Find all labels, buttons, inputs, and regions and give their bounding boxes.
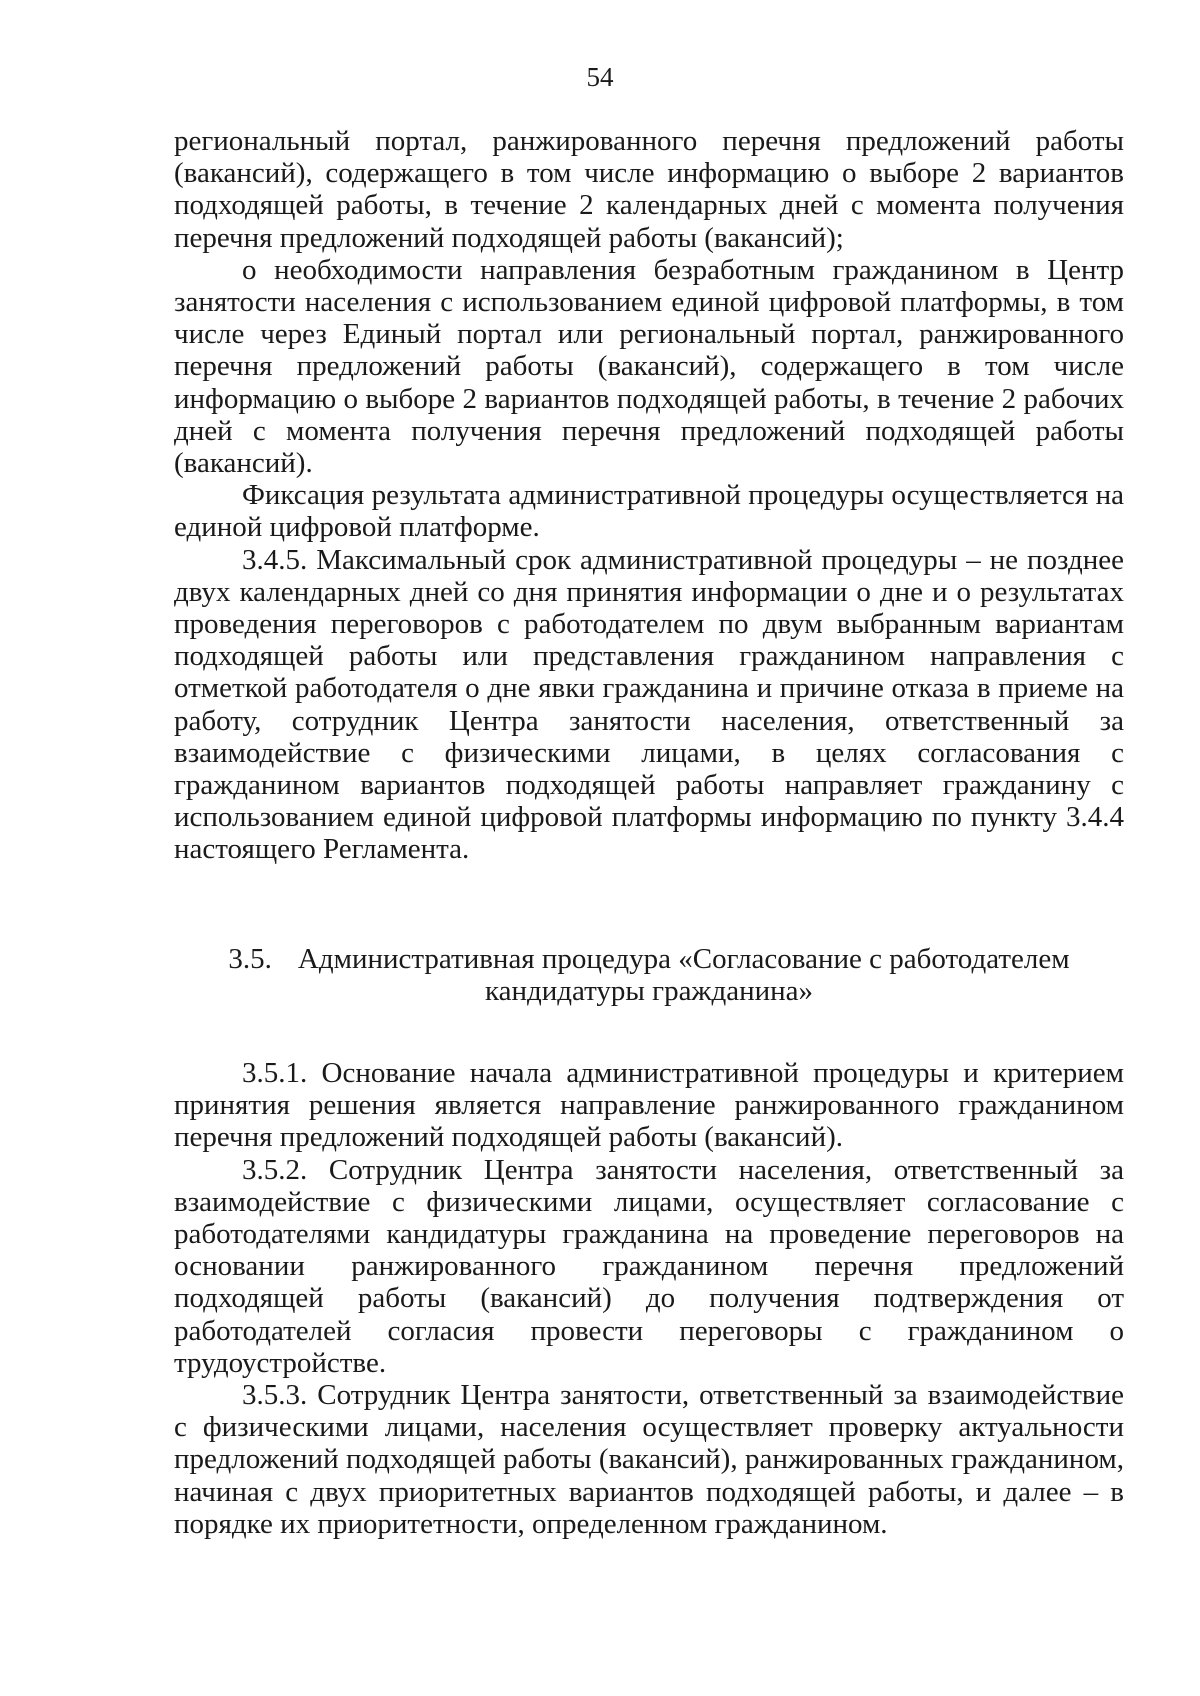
- paragraph-3-5-3: 3.5.3. Сотрудник Центра занятости, ответственный за взаимодействие с физическими лицами, населения осуществляет проверку актуальности предложений подходящей работы (вакансий), ранжированных гражданином, начиная с двух приоритетных вариантов подходящей работы, и далее – в порядке их приоритетности, определенном гражданином.: [174, 1379, 1124, 1540]
- paragraph-necessity-direction: о необходимости направления безработным гражданином в Центр занятости населения с использованием единой цифровой платформы, в том числе через Единый портал или региональный портал, ранжированного перечня предложений работы (вакансий), содержащего в том числе информацию о выборе 2 вариантов подходящей работы, в течение 2 рабочих дней с момента получения перечня предложений подходящей работы (вакансий).: [174, 253, 1124, 480]
- section-heading-line-1: [174, 943, 1124, 975]
- paragraph-3-5-1: 3.5.1. Основание начала административной процедуры и критерием принятия решения является направление ранжированного гражданином перечня предложений подходящей работы (вакансий).: [174, 1057, 1124, 1154]
- paragraph-3-5-2: 3.5.2. Сотрудник Центра занятости населения, ответственный за взаимодействие с физическими лицами, осуществляет согласование с работодателями кандидатуры гражданина на проведение переговоров на основании ранжированного гражданином перечня предложений подходящей работы (вакансий) до получения подтверждения от работодателей согласия провести переговоры с гражданином о трудоустройстве.: [174, 1153, 1124, 1379]
- paragraph-result-fixation: Фиксация результата административной процедуры осуществляется на единой цифровой платформе.: [174, 479, 1124, 544]
- body-text-top: [174, 125, 1124, 866]
- section-title-part-1: Административная процедура «Согласование с работодателем: [297, 943, 1070, 975]
- paragraph-3-4-5: 3.4.5. Максимальный срок административной процедуры – не позднее двух календарных дней со дня принятия информации о дне и о результатах проведения переговоров с работодателем по двум выбранным вариантам подходящей работы или представления гражданином направления с отметкой работодателя о дне явки гражданина и причине отказа в приеме на работу, сотрудник Центра занятости населения, ответственный за взаимодействие с физическими лицами, в целях согласования с гражданином вариантов подходящей работы направляет гражданину с использованием единой цифровой платформы информацию по пункту 3.4.4 настоящего Регламента.: [174, 543, 1124, 866]
- section-number: 3.5.: [228, 943, 272, 975]
- paragraph-regional-portal: региональный портал, ранжированного перечня предложений работы (вакансий), содержащего в том числе информацию о выборе 2 вариантов подходящей работы, в течение 2 календарных дней с момента получения перечня предложений подходящей работы (вакансий);: [174, 125, 1124, 254]
- page-number: 54: [586, 62, 614, 92]
- section-heading-3-5: [174, 943, 1124, 1007]
- body-text-bottom: [174, 1057, 1124, 1540]
- section-title-part-2: кандидатуры гражданина»: [484, 975, 814, 1008]
